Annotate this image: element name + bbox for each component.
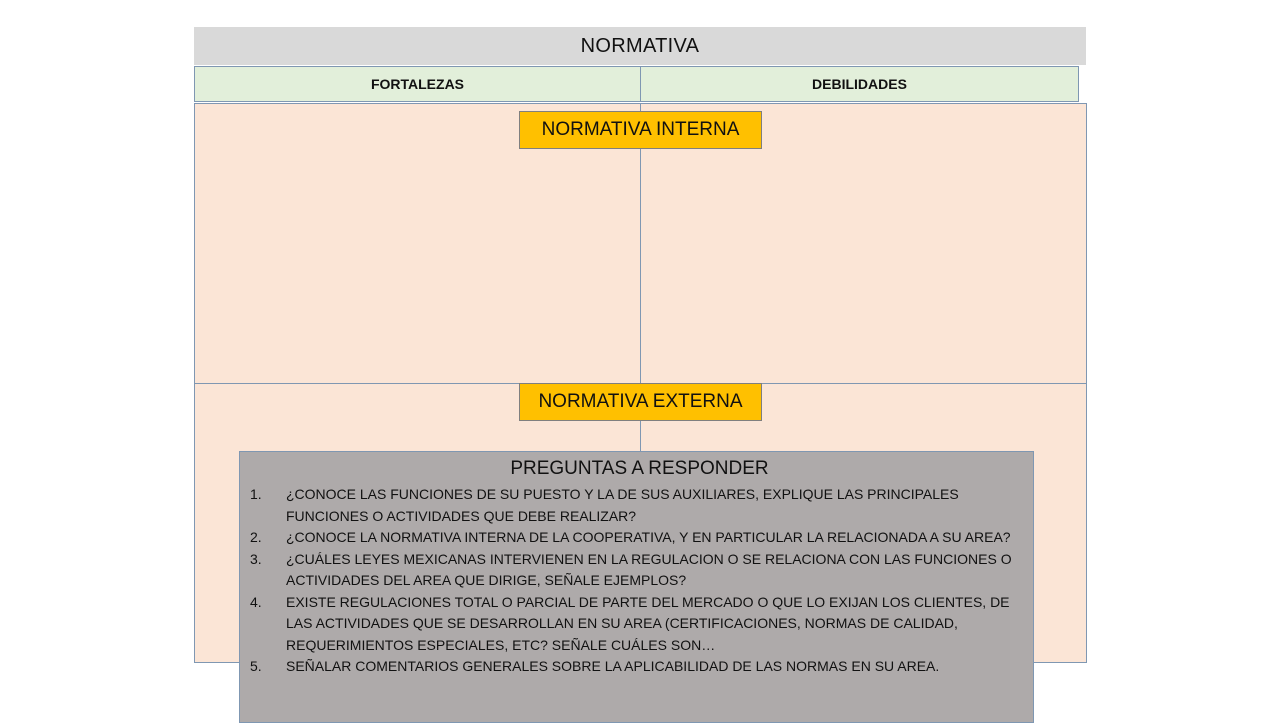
question-item	[250, 527, 1019, 549]
question-text: ¿CONOCE LAS FUNCIONES DE SU PUESTO Y LA DE SUS AUXILIARES, EXPLIQUE LAS PRINCIPALES FUNCIONES O ACTIVIDADES QUE DEBE REALIZAR?	[286, 486, 959, 524]
question-text: SEÑALAR COMENTARIOS GENERALES SOBRE LA APLICABILIDAD DE LAS NORMAS EN SU AREA.	[286, 658, 940, 674]
internal-section-label: NORMATIVA INTERNA	[519, 111, 762, 149]
question-item	[250, 656, 1019, 678]
slide-title: NORMATIVA	[194, 27, 1086, 65]
question-number: 1.	[250, 486, 262, 502]
question-number: 3.	[250, 550, 262, 567]
question-text: ¿CUÁLES LEYES MEXICANAS INTERVIENEN EN LA REGULACION O SE RELACIONA CON LAS FUNCIONES O ACTIVIDADES DEL AREA QUE DIRIGE, SEÑALE EJEMPLOS?	[286, 550, 1012, 588]
column-header-debilidades: DEBILIDADES	[640, 66, 1079, 102]
question-item	[250, 549, 1019, 592]
external-section-label: NORMATIVA EXTERNA	[519, 383, 762, 421]
question-number: 5.	[250, 658, 262, 674]
question-number: 4.	[250, 593, 262, 610]
question-text: EXISTE REGULACIONES TOTAL O PARCIAL DE PARTE DEL MERCADO O QUE LO EXIJAN LOS CLIENTES, DE LAS ACTIVIDADES QUE SE DESARROLLAN EN SU AREA (CERTIFICACIONES, NORMAS DE CALIDAD, REQUERIMIENTOS ESPECIALES, ETC? SEÑALE CUÁLES SON…	[286, 593, 1010, 653]
question-number: 2.	[250, 529, 262, 545]
questions-list	[250, 484, 1019, 678]
questions-title: PREGUNTAS A RESPONDER	[510, 458, 769, 479]
questions-box	[239, 451, 1034, 723]
question-text: ¿CONOCE LA NORMATIVA INTERNA DE LA COOPERATIVA, Y EN PARTICULAR LA RELACIONADA A SU AREA?	[286, 529, 1011, 545]
question-item	[250, 484, 1019, 527]
question-item	[250, 592, 1019, 657]
column-header-fortalezas: FORTALEZAS	[194, 66, 641, 102]
